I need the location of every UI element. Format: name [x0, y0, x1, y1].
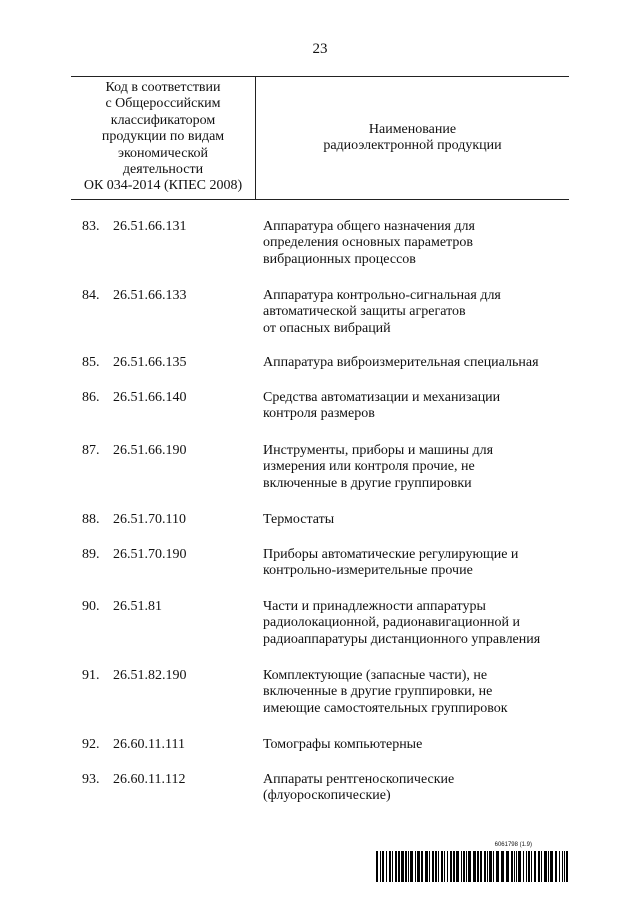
barcode-bar — [421, 851, 423, 882]
product-name-line: Аппараты рентгеноскопические — [263, 772, 455, 787]
okpd-code: 26.51.66.140 — [113, 390, 187, 405]
product-name-line: Термостаты — [263, 512, 335, 527]
product-name-line: Аппаратура виброизмерительная специальная — [263, 355, 539, 370]
barcode-bar — [544, 851, 547, 882]
product-name-line: (флуороскопические) — [263, 788, 391, 804]
barcode-bar — [398, 851, 400, 882]
product-name-line: радиолокационной, радионавигационной и — [263, 615, 520, 631]
product-name-line: включенные в другие группировки — [263, 475, 472, 491]
product-name — [263, 599, 583, 648]
row-number: 85. — [82, 355, 100, 370]
barcode-bar — [466, 851, 467, 882]
barcode-bar — [487, 851, 488, 882]
row-number: 89. — [82, 547, 100, 562]
okpd-code: 26.51.66.135 — [113, 355, 187, 370]
product-name — [263, 288, 583, 337]
barcode-label: 6061798 (1.9) — [494, 842, 532, 848]
product-name-line: контрольно-измерительные прочие — [263, 563, 473, 579]
barcode-bar — [477, 851, 479, 882]
product-name-line: измерения или контроля прочие, не — [263, 459, 475, 475]
product-name-line: имеющие самостоятельных группировок — [263, 700, 508, 716]
product-name-line: Аппаратура общего назначения для — [263, 219, 475, 234]
barcode-bar — [453, 851, 455, 882]
okpd-code: 26.60.11.111 — [113, 737, 185, 752]
okpd-code: 26.51.82.190 — [113, 668, 187, 683]
name-heading-line: радиоэлектронной продукции — [323, 138, 502, 154]
barcode-bar — [435, 851, 437, 882]
barcode-bar — [386, 851, 387, 882]
code-heading-line: ОК 034-2014 (КПЕС 2008) — [83, 178, 243, 194]
row-number: 92. — [82, 737, 100, 752]
barcode-bar — [516, 851, 517, 882]
product-name — [263, 737, 583, 753]
barcode-bar — [564, 851, 565, 882]
barcode-bar — [456, 851, 459, 882]
table-header — [71, 76, 569, 200]
barcode-bar — [531, 851, 532, 882]
barcode-bar — [489, 851, 492, 882]
product-name — [263, 355, 583, 371]
barcode-bar — [463, 851, 465, 882]
barcode-bar — [548, 851, 549, 882]
barcode-bar — [534, 851, 536, 882]
code-heading-line: экономической — [117, 145, 209, 161]
product-name-line: определения основных параметров — [263, 235, 473, 251]
row-number: 86. — [82, 390, 100, 405]
barcode-bar — [438, 851, 439, 882]
barcode-bar — [506, 851, 509, 882]
barcode-bar — [432, 851, 434, 882]
barcode-bar — [473, 851, 476, 882]
product-name — [263, 668, 583, 717]
product-name-line: контроля размеров — [263, 406, 375, 422]
row-number: 88. — [82, 512, 100, 527]
product-name-line: Средства автоматизации и механизации — [263, 390, 501, 405]
document-barcode — [376, 842, 570, 882]
code-heading-line: деятельности — [122, 162, 204, 178]
product-name — [263, 512, 583, 528]
okpd-code: 26.51.66.131 — [113, 219, 187, 234]
barcode-bar — [562, 851, 563, 882]
product-name-line: включенные в другие группировки, не — [263, 684, 493, 700]
barcode-bar — [526, 851, 527, 882]
product-name — [263, 443, 583, 492]
product-name — [263, 219, 583, 268]
barcode-bar — [566, 851, 568, 882]
row-number: 84. — [82, 288, 100, 303]
barcode-bar — [425, 851, 428, 882]
code-heading-line: классификатором — [110, 112, 216, 128]
barcode-bar — [518, 851, 521, 882]
row-number: 90. — [82, 599, 100, 614]
barcode-bar — [523, 851, 524, 882]
product-name-line: вибрационных процессов — [263, 251, 416, 267]
barcode-bar — [429, 851, 430, 882]
barcode-bar — [559, 851, 560, 882]
okpd-code: 26.51.66.133 — [113, 288, 187, 303]
product-name-line: от опасных вибраций — [263, 320, 391, 336]
barcode-bar — [401, 851, 404, 882]
okpd-code: 26.51.70.110 — [113, 512, 186, 527]
product-name-line: автоматической защиты агрегатов — [263, 304, 466, 320]
name-column-heading — [256, 122, 569, 155]
barcode-bar — [528, 851, 530, 882]
product-name-line: Части и принадлежности аппаратуры — [263, 599, 486, 614]
barcode-bar — [382, 851, 384, 882]
page-number: 23 — [312, 41, 328, 57]
name-heading-line: Наименование — [368, 122, 457, 137]
barcode-bar — [550, 851, 553, 882]
barcode-bar — [555, 851, 557, 882]
barcode-bar — [447, 851, 448, 882]
barcode-bar — [484, 851, 486, 882]
code-heading-line: с Общероссийским — [105, 96, 221, 112]
barcode-bar — [461, 851, 462, 882]
product-name — [263, 390, 583, 423]
row-number: 93. — [82, 772, 100, 787]
barcode-bar — [514, 851, 515, 882]
product-name-line: Аппаратура контрольно-сигнальная для — [263, 288, 501, 303]
product-name-line: Томографы компьютерные — [263, 737, 423, 752]
barcode-bar — [408, 851, 409, 882]
barcode-bar — [405, 851, 407, 882]
barcode-bar — [380, 851, 381, 882]
barcode-bar — [480, 851, 482, 882]
product-name-line: Приборы автоматические регулирующие и — [263, 547, 519, 562]
barcode-bar — [541, 851, 542, 882]
barcode-icon — [376, 851, 570, 882]
okpd-code: 26.51.70.190 — [113, 547, 187, 562]
barcode-bar — [450, 851, 452, 882]
product-name — [263, 547, 583, 580]
barcode-bar — [415, 851, 416, 882]
okpd-code: 26.60.11.112 — [113, 772, 186, 787]
barcode-bar — [389, 851, 391, 882]
okpd-code: 26.51.81 — [113, 599, 162, 614]
barcode-bar — [501, 851, 504, 882]
barcode-bar — [417, 851, 420, 882]
barcode-bar — [444, 851, 445, 882]
barcode-bar — [496, 851, 499, 882]
barcode-bar — [441, 851, 443, 882]
product-name — [263, 772, 583, 805]
okpd-code: 26.51.66.190 — [113, 443, 187, 458]
barcode-bar — [493, 851, 494, 882]
barcode-bar — [511, 851, 513, 882]
code-column-heading — [71, 80, 255, 195]
product-name-line: Комплектующие (запасные части), не — [263, 668, 488, 683]
barcode-bar — [376, 851, 378, 882]
row-number: 83. — [82, 219, 100, 234]
code-heading-line: Код в соответствии — [105, 80, 221, 95]
barcode-bar — [392, 851, 393, 882]
row-number: 87. — [82, 443, 100, 458]
barcode-bar — [538, 851, 540, 882]
barcode-bar — [395, 851, 397, 882]
barcode-bar — [468, 851, 471, 882]
product-name-line: Инструменты, приборы и машины для — [263, 443, 494, 458]
code-heading-line: продукции по видам — [101, 129, 225, 145]
barcode-bar — [410, 851, 413, 882]
row-number: 91. — [82, 668, 100, 683]
product-name-line: радиоаппаратуры дистанционного управления — [263, 631, 541, 647]
